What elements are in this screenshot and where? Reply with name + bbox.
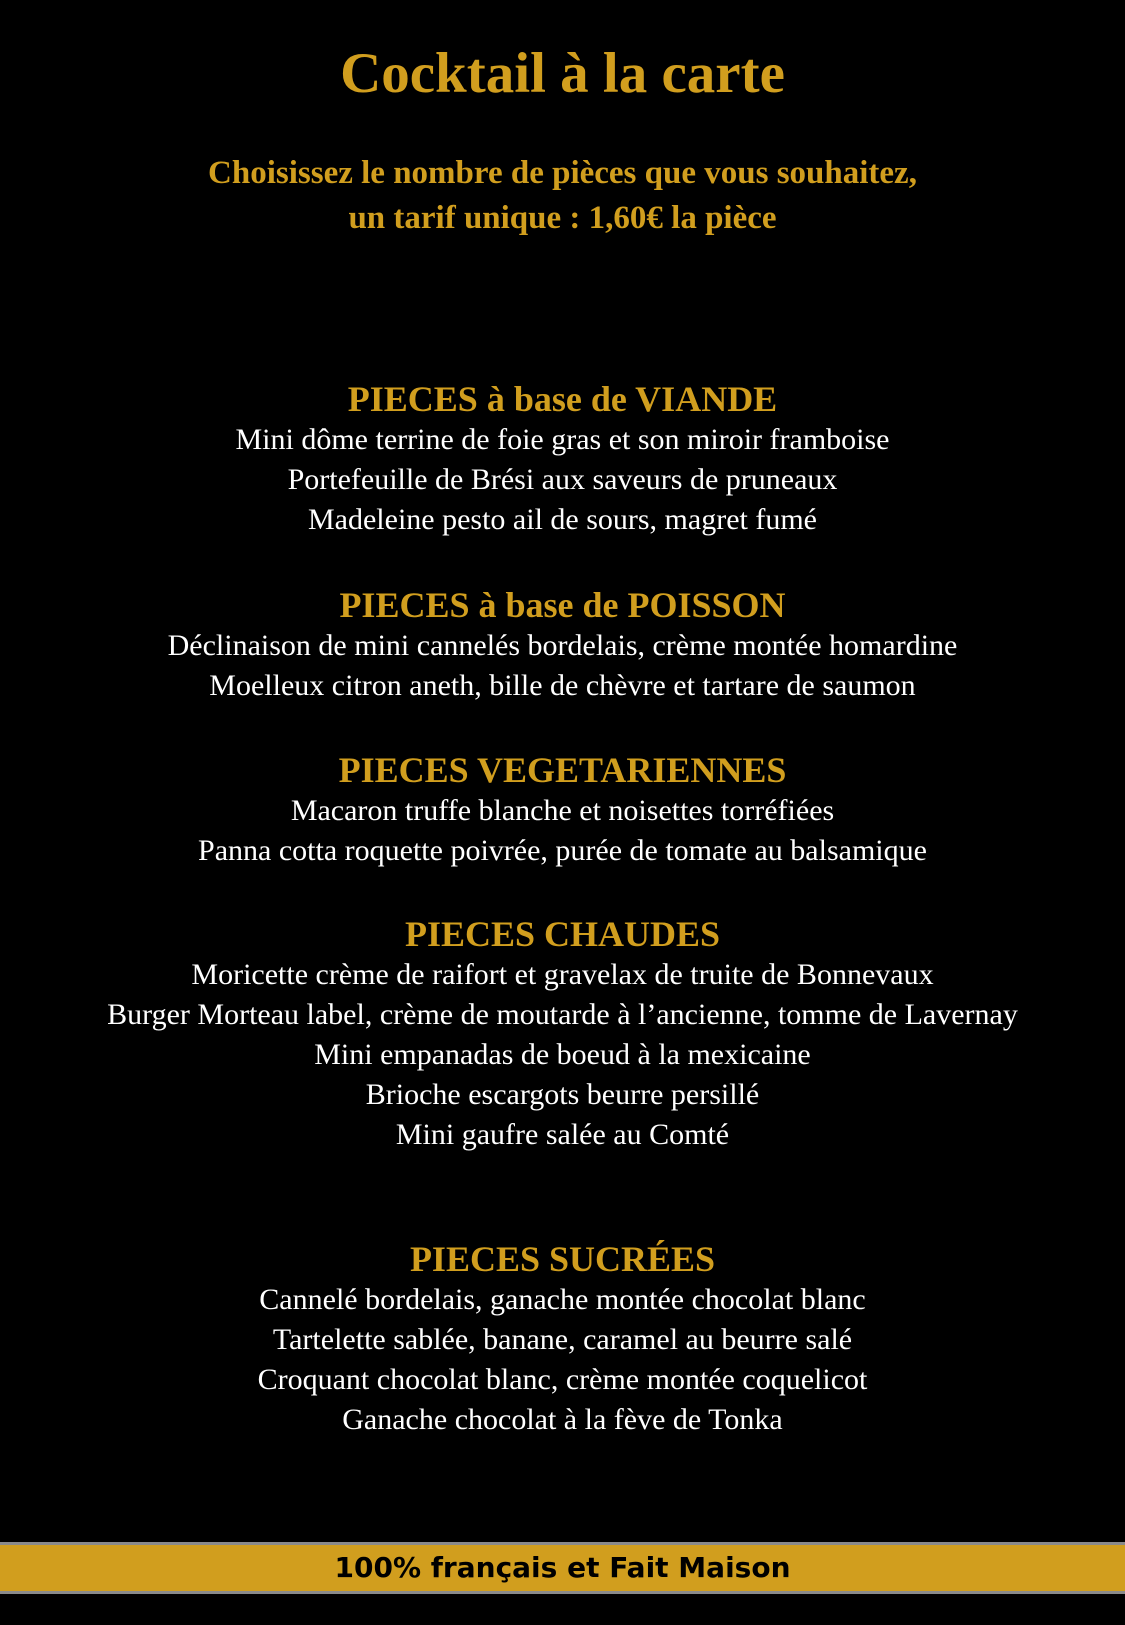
menu-item: Ganache chocolat à la fève de Tonka — [342, 1403, 783, 1436]
menu-item: Panna cotta roquette poivrée, purée de tomate au balsamique — [198, 834, 927, 867]
menu-item: Mini dôme terrine de foie gras et son miroir framboise — [235, 423, 890, 456]
section-title: PIECES SUCRÉES — [409, 1239, 716, 1279]
menu-item: Moelleux citron aneth, bille de chèvre et tartare de saumon — [209, 669, 916, 702]
menu-subtitle — [0, 151, 1125, 241]
menu-item: Macaron truffe blanche et noisettes torréfiées — [290, 794, 835, 827]
menu-item: Mini empanadas de boeud à la mexicaine — [314, 1038, 811, 1071]
menu-item: Tartelette sablée, banane, caramel au beurre salé — [272, 1323, 853, 1356]
menu-item: Portefeuille de Brési aux saveurs de pruneaux — [287, 463, 838, 496]
subtitle-line-1: Choisissez le nombre de pièces que vous souhaitez, — [208, 155, 917, 191]
section-title: PIECES CHAUDES — [404, 914, 721, 954]
section-vegetariennes — [0, 749, 1125, 871]
section-title: PIECES à base de VIANDE — [347, 379, 778, 419]
menu-title: Cocktail à la carte — [340, 42, 785, 105]
section-viande — [0, 378, 1125, 540]
subtitle-line-2: un tarif unique : 1,60€ la pièce — [348, 200, 777, 236]
section-poisson — [0, 584, 1125, 706]
menu-item: Cannelé bordelais, ganache montée chocolat blanc — [259, 1283, 866, 1316]
menu-item: Mini gaufre salée au Comté — [395, 1118, 730, 1151]
footer-banner — [0, 1542, 1125, 1594]
menu-item: Moricette crème de raifort et gravelax de truite de Bonnevaux — [191, 958, 934, 991]
section-title: PIECES à base de POISSON — [339, 585, 786, 625]
section-chaudes — [0, 913, 1125, 1155]
menu-item: Madeleine pesto ail de sours, magret fumé — [307, 503, 817, 536]
menu-item: Burger Morteau label, crème de moutarde à l’ancienne, tomme de Lavernay — [107, 998, 1018, 1031]
section-sucrees — [0, 1238, 1125, 1440]
footer-text: 100% français et Fait Maison — [334, 1551, 791, 1584]
menu-item: Déclinaison de mini cannelés bordelais, crème montée homardine — [167, 629, 958, 662]
menu-item: Brioche escargots beurre persillé — [365, 1078, 760, 1111]
section-title: PIECES VEGETARIENNES — [338, 750, 787, 790]
menu-item: Croquant chocolat blanc, crème montée coquelicot — [257, 1363, 868, 1396]
